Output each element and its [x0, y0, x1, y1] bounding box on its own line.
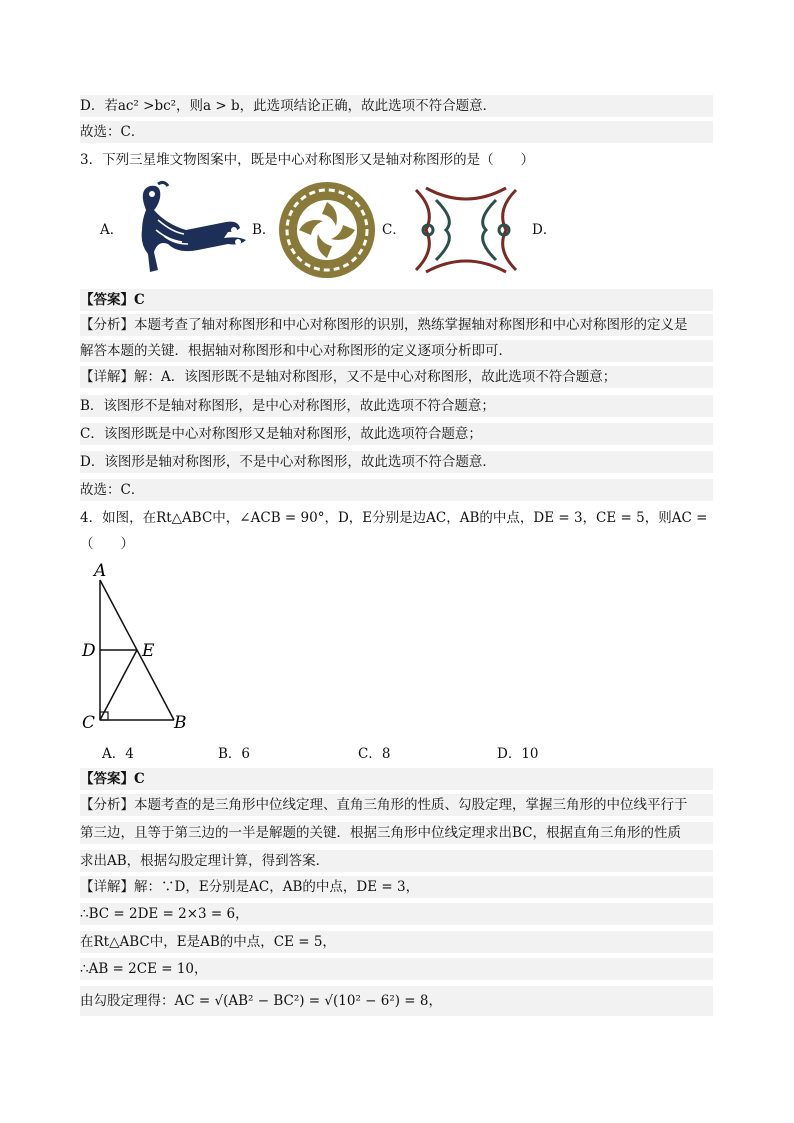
q3-option-d-label: D． — [532, 222, 557, 238]
label-d: D — [82, 641, 96, 661]
q4-option-b: B．6 — [218, 746, 251, 762]
q3-detail-3: C．该图形既是中心对称图形又是轴对称图形，故此选项符合题意； — [80, 423, 713, 445]
q3-detail-4: D．该图形是轴对称图形，不是中心对称图形，故此选项不符合题意． — [80, 451, 713, 473]
q3-choose: 故选：C． — [80, 479, 713, 501]
q4-detail-5: 由勾股定理得：AC = √(AB² − BC²) = √(10² − 6²) = 8， — [80, 986, 713, 1016]
label-e: E — [142, 641, 155, 661]
q3-choices — [100, 180, 700, 280]
q4-stem-1: 4．如图，在Rt△ABC中，∠ACB = 90°，D，E分别是边AC，AB的中点，DE = 3，CE = 5，则AC = — [80, 510, 708, 526]
q4-analysis-1: 【分析】本题考查的是三角形中位线定理、直角三角形的性质、勾股定理，掌握三角形的中位线平行于 — [80, 794, 713, 816]
triangle-figure — [80, 562, 200, 742]
prev-choose: 故选：C． — [80, 121, 713, 143]
q4-stem-2: （ ） — [80, 536, 134, 552]
q4-detail-1: 【详解】解：∵D，E分别是AC，AB的中点，DE = 3， — [80, 876, 713, 898]
q4-detail-4: ∴AB = 2CE = 10， — [80, 958, 713, 980]
q4-option-d: D．10 — [497, 746, 539, 762]
q3-analysis-2: 解答本题的关键．根据轴对称图形和中心对称图形的定义逐项分析即可． — [80, 340, 713, 362]
q4-option-c: C．8 — [358, 746, 391, 762]
label-c: C — [82, 713, 96, 733]
q4-analysis-2: 第三边，且等于第三边的一半是解题的关键．根据三角形中位线定理求出BC，根据直角三角形的性质 — [80, 822, 713, 844]
q3-detail-1: 【详解】解：A．该图形既不是轴对称图形，又不是中心对称图形，故此选项不符合题意； — [80, 366, 713, 388]
q3-answer: 【答案】C — [80, 289, 713, 311]
label-b: B — [174, 713, 187, 733]
bird-figure-icon — [128, 180, 253, 280]
label-a: A — [94, 562, 107, 581]
q3-option-a-label: A． — [100, 222, 124, 238]
q4-answer: 【答案】C — [80, 768, 713, 790]
q3-stem: 3．下列三星堆文物图案中，既是中心对称图形又是轴对称图形的是（ ） — [80, 152, 535, 168]
q4-detail-3: 在Rt△ABC中，E是AB的中点，CE = 5， — [80, 931, 713, 953]
q3-detail-2: B．该图形不是轴对称图形，是中心对称图形，故此选项不符合题意； — [80, 395, 713, 417]
q3-option-c-label: C． — [382, 222, 406, 238]
ring-figure-icon — [276, 180, 378, 280]
q4-analysis-3: 求出AB，根据勾股定理计算，得到答案． — [80, 850, 713, 872]
q3-analysis-1: 【分析】本题考查了轴对称图形和中心对称图形的识别，熟练掌握轴对称图形和中心对称图形的定义是 — [80, 314, 713, 336]
q3-option-b-label: B． — [252, 222, 276, 238]
ornament-figure-icon — [406, 180, 526, 280]
q4-detail-2: ∴BC = 2DE = 2×3 = 6， — [80, 903, 713, 925]
q4-option-a: A．4 — [102, 746, 134, 762]
prev-option-d: D．若ac² >bc²，则a > b，此选项结论正确，故此选项不符合题意． — [80, 95, 713, 117]
